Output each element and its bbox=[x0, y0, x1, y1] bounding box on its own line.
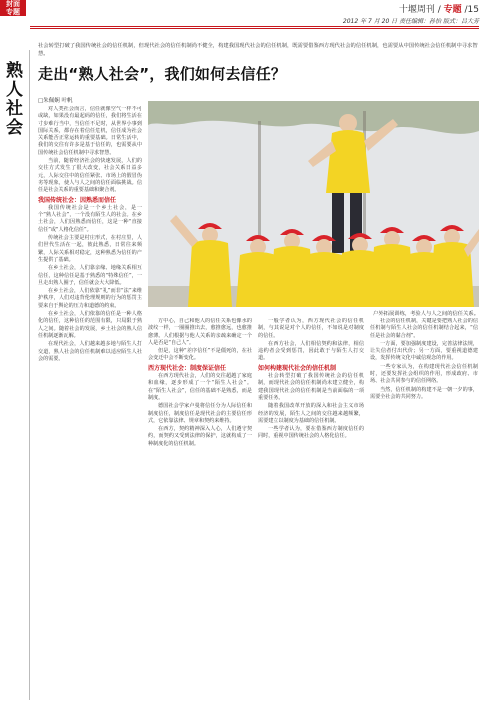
paragraph: 在西方社会，人们相信契约和法律，相信违约者会受到惩罚，因此敢于与陌生人打交道。 bbox=[258, 340, 364, 362]
text-column-2 bbox=[148, 318, 252, 698]
article-headline: 走出“熟人社会”，我们如何去信任？ bbox=[38, 65, 287, 83]
paragraph: 当然，信任机制的构建不是一朝一夕的事，需要全社会的共同努力。 bbox=[370, 386, 478, 400]
sidebar bbox=[0, 50, 30, 703]
vertical-section-title: 熟人社会 bbox=[6, 61, 23, 138]
paragraph: 在西方现代社会，人们的交往超越了家庭和血缘，逐步形成了一个“陌生人社会”。在“陌生人社会”，信任的基础不是熟悉，而是制度。 bbox=[148, 373, 252, 401]
sidebar-divider bbox=[29, 50, 30, 700]
article-lead: 社会转型打破了我国传统社会的信任机制，但现代社会的信任机制尚不健全，构建我国现代社会的信任机制，既需要借鉴西方现代社会的信任机制，也需要从中国传统社会信任机制中寻求智慧。 bbox=[38, 43, 478, 57]
header-rule bbox=[30, 26, 479, 27]
section-badge bbox=[0, 0, 26, 16]
paragraph: 社会转型打破了我国传统社会的信任机制，而现代社会的信任机制尚未建立健全，构建我国现代社会的信任机制是当前面临的一项重要任务。 bbox=[258, 373, 364, 401]
paragraph: 但是，这种“差序信任”不是僵死的，在社会变迁中会不断变化。 bbox=[148, 348, 252, 362]
paragraph: 一方面，要加强制度建设，完善法律法规，让失信者付出代价；另一方面，要重视道德建设，发挥传统文化中诚信观念的作用。 bbox=[370, 340, 478, 362]
paragraph: 当前，随着经济社会的快速发展，人们的交往方式发生了很大改变，社会关系日益多元，人际交往中的信任紧张、市场上的假冒伪劣等现象，使人与人之间的信任面临挑战。信任是社会关系的重要基础和聚合剂。 bbox=[38, 158, 142, 194]
paragraph: 在西方，契约精神深入人心，人们遵守契约，而契约又受到法律的保护，这就构成了一种制度化的信任机制。 bbox=[148, 426, 252, 447]
masthead bbox=[343, 2, 479, 25]
paragraph: 方中心，自己和他人的信任关系也像水的波纹一样，一圈圈推出去，愈推愈远，也愈推愈薄。人们根据与他人关系的亲疏来确定一个人是否是“自己人”。 bbox=[148, 318, 252, 346]
publication-name: 十堰周刊 / bbox=[398, 5, 444, 15]
paragraph: 一些专家认为，在构建现代社会信任机制时，还要发挥社会组织的作用，形成政府、市场、社会共同参与的信任网络。 bbox=[370, 363, 478, 385]
page-number: /15 bbox=[461, 5, 479, 15]
photo-caption: 户外拓展训练，考验人与人之间的信任关系。 bbox=[373, 311, 479, 317]
paragraph: 在现代社会，人们越来越多地与陌生人打交道，熟人社会的信任机制难以适应陌生人社会的需要。 bbox=[38, 341, 142, 362]
text-column-1 bbox=[38, 106, 142, 698]
badge-line-1: 封面 bbox=[6, 0, 20, 8]
paragraph: 在乡土社会，人们依靠“礼”而非“法”来维护秩序，人们对违背伦理规则的行为的惩罚主要来自于舆论的压力和道德的约束。 bbox=[38, 288, 142, 309]
paragraph: 随着我国改革开放的深入和社会主义市场经济的发展，陌生人之间的交往越来越频繁，需要建立以制度为基础的信任机制。 bbox=[258, 403, 364, 424]
paragraph: 对人类社会而言，信任就像空气一样不可或缺，如果没有最起码的信任，我们将生活在寸步难行当中，当信任不足时，从世界小事到国际关系，都存在着信任危机，信任成为社会关系能否正常运转的重要基础。日常生活中，我们的交往有许多是基于信任的，也需要从中国传统社会信任机制中寻求智慧。 bbox=[38, 106, 142, 156]
issue-meta: 2012 年 7 月 20 日 责任编辑：孙怡 版式：吕大芳 bbox=[342, 18, 479, 25]
team-building-photo bbox=[148, 101, 479, 307]
paragraph: 在乡土社会，人们靠亲缘、地缘关系相互信任，这种信任是基于熟悉的“特殊信任”，一旦走出熟人圈子，信任就会大大降低。 bbox=[38, 265, 142, 286]
paragraph: 德国社会学家卢曼将信任分为人际信任和制度信任，制度信任是现代社会的主要信任形式，它依靠法律、规章和契约来维持。 bbox=[148, 403, 252, 424]
paragraph: 社会的信任机制，关键是要把熟人社会的信任机制与陌生人社会的信任机制结合起来，“信任是社会的黏合剂”。 bbox=[370, 318, 478, 339]
author-byline: □朱佩娴 叶帆 bbox=[38, 98, 73, 104]
article-photo bbox=[148, 101, 479, 307]
paragraph: 传统社会主要是村庄形式，在村庄里，人们世代生活在一起，彼此熟悉，日常往来频繁，人际关系相对稳定，这种熟悉为信任的产生提供了基础。 bbox=[38, 235, 142, 263]
paragraph: 一些学者认为，要在借鉴西方制度信任的同时，重视中国传统社会的人格化信任。 bbox=[258, 426, 364, 440]
section-subheading: 西方现代社会：制度保证信任 bbox=[148, 364, 227, 372]
page-header bbox=[343, 2, 479, 15]
section-subheading: 如何构建现代社会的信任机制 bbox=[258, 364, 337, 372]
paragraph: 我国传统社会是一个乡土社会，是一个“熟人社会”，一个没有陌生人的社会。在乡土社会，人们因熟悉而信任，这是一种“直接信任”或“人格化信任”。 bbox=[38, 204, 142, 233]
text-column-3 bbox=[258, 318, 364, 698]
section-name: 专题 bbox=[443, 5, 462, 15]
badge-line-2: 专题 bbox=[6, 8, 20, 16]
header-rule-2 bbox=[30, 28, 479, 29]
section-subheading: 我国传统社会：因熟悉而信任 bbox=[38, 196, 117, 204]
paragraph: 在乡土社会，人们依靠的信任是一种人格化的信任，这种信任的范围有限，只局限于熟人之间。随着社会的发展，乡土社会的熟人信任机制逐渐瓦解。 bbox=[38, 311, 142, 339]
paragraph: 一般学者认为，西方现代社会的信任机制，与其说是对个人的信任，不如说是对制度的信任。 bbox=[258, 318, 364, 339]
text-column-4 bbox=[370, 318, 478, 698]
